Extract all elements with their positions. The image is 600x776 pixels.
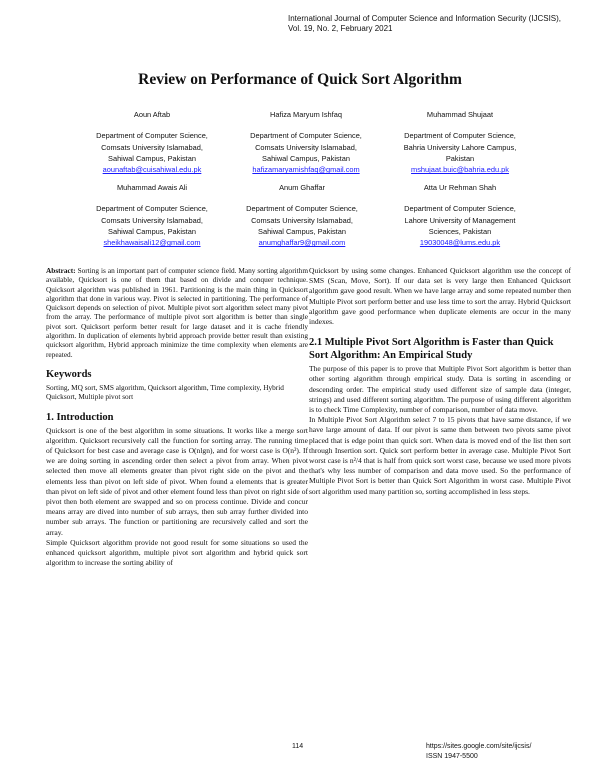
body-paragraph: In Multiple Pivot Sort Algorithm select 7 to 15 pivots that have same distance, if we have large amount of data. If our pivot is same then between two pivots same pivot placed that is edge point than quick sort. When data is moved end of the list then sort through Insertion sort. Quick sort perform better in average case. Multiple Pivot Sort worst case is n²/4 that is half from quick sort worst case, because we used more pivots that's why less number of comparison and data move used. So the performance of Multiple Pivot Sort is better than Quick Sort Algorithm in worst case. Multiple Pivot sort algorithm used many partition so, sorting accomplished in less steps. <box>309 415 571 496</box>
author-email-link[interactable]: sheikhawaisali12@gmail.com <box>103 238 201 248</box>
journal-header <box>288 14 588 34</box>
author-affiliation: Department of Computer Science, <box>96 131 208 141</box>
abstract-label: Abstract: <box>46 266 76 275</box>
author-affiliation: Department of Computer Science, <box>250 131 362 141</box>
author-affiliation: Comsats University Islamabad, <box>251 215 353 225</box>
author-affiliation: Comsats University Islamabad, <box>255 142 357 152</box>
author-email-link[interactable]: hafizamaryamishfaq@gmail.com <box>252 165 360 175</box>
page-number: 114 <box>292 743 304 750</box>
author-name: Anum Ghaffar <box>279 183 325 192</box>
author-affiliation: Sahiwal Campus, Pakistan <box>262 153 350 163</box>
author-name: Muhammad Awais Ali <box>116 183 188 192</box>
author-name: Atta Ur Rehman Shah <box>423 183 497 192</box>
paper-title: Review on Performance of Quick Sort Algorithm <box>138 71 462 88</box>
author-card <box>212 182 392 248</box>
body-paragraph: The purpose of this paper is to prove that Multiple Pivot Sort algorithm is better than other sorting algorithm through empirical study. Data is sorting in ascending or descending order. The empirical study used different size of sample data (integer, strings) and used different sorting algorithm. The purpose of using different algorithm is to check Time Complexity, number of comparison, number of data move. <box>309 364 571 415</box>
intro-paragraph: Simple Quicksort algorithm provide not good result for some situations so used the enhanced quicksort algorithm, multiple pivot sort algorithm and hybrid quick sort algorithm to increase the sorting ability of <box>46 537 308 568</box>
author-affiliation: Sciences, Pakistan <box>428 226 492 236</box>
author-affiliation: Pakistan <box>445 153 475 163</box>
author-affiliation: Sahiwal Campus, Pakistan <box>258 226 346 236</box>
author-affiliation: Lahore University of Management <box>404 215 516 225</box>
author-email-link[interactable]: aounaftab@cuisahiwal.edu.pk <box>102 165 202 175</box>
author-email-link[interactable]: anumghaffar9@gmail.com <box>258 238 346 248</box>
abstract-text: Sorting is an important part of computer science field. Many sorting algorithm available, Quicksort is one of them that based on divide and conquer technique. Quicksort algorithm was published in 1961. Partitioning is the main thing in Quicksort algorithm that done in various way. Pivot is selected in partitioning. The performance of Quicksort depends on selection of pivot. Multiple pivot sort algorithm select many pivot from the array. The performance of multiple pivot sort algorithm is better than single pivot sort. Quicksort perform better result for large dataset and it is cache friendly algorithm. In duplication of elements hybrid approach provide better result than existing quicksort algorithm, Hybrid approach minimize the time complexity when elements are repeated. <box>46 266 308 359</box>
author-name: Hafiza Maryum Ishfaq <box>270 110 342 119</box>
author-affiliation: Department of Computer Science, <box>96 204 208 214</box>
author-affiliation: Comsats University Islamabad, <box>101 215 203 225</box>
author-card <box>370 109 550 175</box>
journal-name: International Journal of Computer Science and Information Security (IJCSIS), <box>288 14 562 23</box>
journal-volume: Vol. 19, No. 2, February 2021 <box>288 24 393 33</box>
right-column <box>309 266 571 497</box>
author-affiliation: Department of Computer Science, <box>246 204 358 214</box>
author-affiliation: Department of Computer Science, <box>404 131 516 141</box>
footer-url[interactable]: https://sites.google.com/site/ijcsis/ <box>426 743 532 750</box>
intro-paragraph: Quicksort is one of the best algorithm in some situations. It works like a merge sort algorithm. Quicksort recursively call the function for sorting array. The running time of Quicksort for best case and average case is O(nlgn), and for worst case is O(n²). If we are doing sorting in ascending order then select a pivot from array. When pivot selected then move all elements greater than pivot right side on the pivot and the elements less than pivot on left side of pivot. When found a elements that is greater than pivot on left side of pivot and other element found less than pivot on right side of pivot then both element are swapped and so on process continue. Divide and concur means array are dived into number of sub arrays, then sub array further divided into number sub arrays. The function or partitioning are recursively called and sort the array. <box>46 425 308 537</box>
author-name: Muhammad Shujaat <box>426 110 494 119</box>
abstract <box>46 266 308 359</box>
author-name: Aoun Aftab <box>133 110 171 119</box>
author-affiliation: Sahiwal Campus, Pakistan <box>108 226 196 236</box>
body-paragraph: Quicksort by using some changes. Enhanced Quicksort algorithm use the concept of SMS (Scan, Move, Sort). If our data set is very large then Enhanced Quicksort algorithm gave good result. When we have large array and some repeated number then Multiple Pivot sort perform better and use less time to sort the array. Hybrid Quicksort algorithm gave good performance when duplicate elements are occur in the many indexes. <box>309 266 571 327</box>
author-card <box>216 109 396 175</box>
intro-heading: 1. Introduction <box>46 411 114 423</box>
author-email-link[interactable]: 19030048@lums.edu.pk <box>419 238 501 248</box>
author-affiliation: Comsats University Islamabad, <box>101 142 203 152</box>
author-card <box>370 182 550 248</box>
author-card <box>62 109 242 175</box>
left-column <box>46 266 308 568</box>
section-heading: 2.1 Multiple Pivot Sort Algorithm is Faster than Quick Sort Algorithm: An Empirical Study <box>309 337 554 361</box>
keywords-text: Sorting, MQ sort, SMS algorithm, Quicksort algorithm, Time complexity, Hybrid Quicksort, Multiple pivot sort <box>46 382 284 402</box>
author-affiliation: Bahria University Lahore Campus, <box>403 142 517 152</box>
footer-issn: ISSN 1947-5500 <box>426 753 478 760</box>
author-affiliation: Sahiwal Campus, Pakistan <box>108 153 196 163</box>
author-email-link[interactable]: mshujaat.buic@bahria.edu.pk <box>411 165 509 175</box>
keywords-heading: Keywords <box>46 368 92 380</box>
author-affiliation: Department of Computer Science, <box>404 204 516 214</box>
